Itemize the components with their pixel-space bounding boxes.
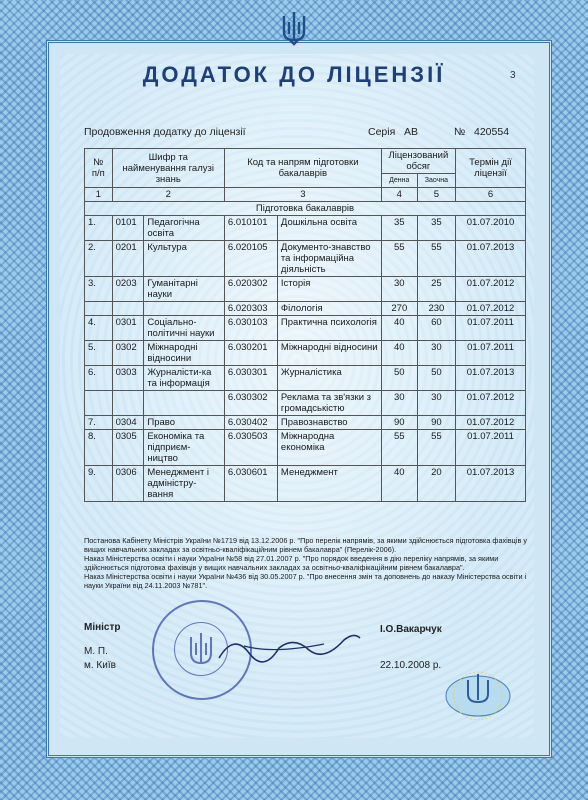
table-row [85,302,526,316]
page-number: 3 [510,70,516,81]
col-header-term: Термін дії ліцензії [455,149,525,188]
table-row [85,466,526,502]
license-term: 01.07.2012 [455,277,525,302]
trident-emblem-icon [278,10,310,50]
direction-code: 6.030301 [224,366,277,391]
note-2: Наказ Міністерства освіти і науки України №58 від 27.01.2007 р. "Про порядок введення в дію переліку напрямів, за якими здійснюється підготовка фахівців у вищих навчальних закладах за освітньо-кваліфікаційним рівнем бакалавра". [84,554,499,572]
volume-part: 20 [417,466,455,502]
field-code: 0303 [112,366,144,391]
col-header-part: Заочна [417,174,455,188]
license-term: 01.07.2010 [455,216,525,241]
field-name: Педагогічна освіта [144,216,225,241]
note-3: Наказ Міністерства освіти і науки України №436 від 30.05.2007 р. "Про внесення змін та доповнень до наказу Міністерства освіти і науки України від 24.11.2003 №781". [84,572,527,590]
table-row [85,391,526,416]
volume-part: 55 [417,241,455,277]
col-header-field: Шифр та найменування галузі знань [112,149,224,188]
license-term: 01.07.2012 [455,391,525,416]
field-name [144,391,225,416]
license-term: 01.07.2011 [455,430,525,466]
table-row [85,316,526,341]
field-code: 0306 [112,466,144,502]
volume-day: 270 [381,302,417,316]
volume-day: 50 [381,366,417,391]
direction-code: 6.010101 [224,216,277,241]
direction-name: Практична психологія [277,316,381,341]
direction-name: Філологія [277,302,381,316]
table-row [85,216,526,241]
volume-day: 40 [381,341,417,366]
license-term: 01.07.2012 [455,302,525,316]
number-label: № [454,126,466,138]
continuation-label: Продовження додатку до ліцензії [84,126,246,138]
table-row [85,366,526,391]
field-code: 0201 [112,241,144,277]
license-term: 01.07.2013 [455,366,525,391]
volume-part: 60 [417,316,455,341]
field-name: Право [144,416,225,430]
direction-name: Документо-знавство та інформаційна діяльність [277,241,381,277]
series-label: Серія [368,126,396,138]
row-number [85,391,113,416]
volume-day: 55 [381,241,417,277]
colnum: 3 [224,188,381,202]
row-number: 4. [85,316,113,341]
handwritten-signature-icon [214,628,364,668]
field-code: 0301 [112,316,144,341]
note-1: Постанова Кабінету Міністрів України №1719 від 13.12.2006 р. "Про перелік напрямів, за якими здійснюється підготовка фахівців у вищих навчальних закладах за освітньо-кваліфікаційним рівнем бакалавра" (Перелік-2006). [84,536,527,554]
table-row [85,277,526,302]
direction-name: Історія [277,277,381,302]
header-row [85,149,526,174]
field-code: 0304 [112,416,144,430]
field-name [144,302,225,316]
row-number: 7. [85,416,113,430]
row-number: 5. [85,341,113,366]
table-row [85,430,526,466]
row-number: 8. [85,430,113,466]
field-name: Культура [144,241,225,277]
license-term: 01.07.2011 [455,316,525,341]
volume-day: 35 [381,216,417,241]
volume-part: 55 [417,430,455,466]
table-row [85,416,526,430]
volume-part: 25 [417,277,455,302]
colnum: 4 [381,188,417,202]
table-row [85,241,526,277]
field-code [112,302,144,316]
minister-name: І.О.Вакарчук [380,624,442,635]
col-header-volume: Ліцензований обсяг [381,149,455,174]
row-number: 6. [85,366,113,391]
row-number: 9. [85,466,113,502]
table-row [85,341,526,366]
volume-day: 40 [381,316,417,341]
license-term: 01.07.2013 [455,466,525,502]
field-code: 0203 [112,277,144,302]
volume-part: 35 [417,216,455,241]
direction-code: 6.030201 [224,341,277,366]
colnum: 1 [85,188,113,202]
number-value: 420554 [474,126,510,138]
field-name: Соціально-політичні науки [144,316,225,341]
direction-code: 6.030503 [224,430,277,466]
volume-part: 90 [417,416,455,430]
security-hologram-icon [438,660,518,720]
direction-code: 6.030103 [224,316,277,341]
row-number: 2. [85,241,113,277]
field-name: Міжнародні відносини [144,341,225,366]
col-header-day: Денна [381,174,417,188]
series-value: АВ [404,126,419,138]
field-code: 0302 [112,341,144,366]
field-name: Гуманітарні науки [144,277,225,302]
volume-part: 50 [417,366,455,391]
signature-date: 22.10.2008 р. [380,660,442,671]
colnum: 2 [112,188,224,202]
field-code: 0101 [112,216,144,241]
row-number: 1. [85,216,113,241]
direction-code: 6.030402 [224,416,277,430]
license-term: 01.07.2011 [455,341,525,366]
minister-label: Міністр [84,622,121,633]
direction-code: 6.020105 [224,241,277,277]
direction-name: Міжнародні відносини [277,341,381,366]
col-header-direction: Код та напрям підготовки бакалаврів [224,149,381,188]
direction-name: Менеджмент [277,466,381,502]
legal-notes [84,536,528,590]
document-title: ДОДАТОК ДО ЛІЦЕНЗІЇ [142,62,446,87]
volume-day: 30 [381,277,417,302]
direction-code: 6.030302 [224,391,277,416]
volume-part: 30 [417,391,455,416]
field-name: Менеджмент і адміністру-вання [144,466,225,502]
section-title: Підготовка бакалаврів [85,202,526,216]
volume-day: 30 [381,391,417,416]
field-code: 0305 [112,430,144,466]
volume-day: 90 [381,416,417,430]
mp-label: М. П. [84,646,108,657]
license-term: 01.07.2012 [455,416,525,430]
volume-part: 230 [417,302,455,316]
field-code [112,391,144,416]
direction-code: 6.020303 [224,302,277,316]
direction-code: 6.020302 [224,277,277,302]
license-table [84,148,526,502]
volume-day: 40 [381,466,417,502]
direction-code: 6.030601 [224,466,277,502]
column-numbers-row [85,188,526,202]
direction-name: Журналістика [277,366,381,391]
field-name: Журналісти-ка та інформація [144,366,225,391]
volume-part: 30 [417,341,455,366]
volume-day: 55 [381,430,417,466]
row-number [85,302,113,316]
colnum: 5 [417,188,455,202]
city-label: м. Київ [84,660,116,671]
license-term: 01.07.2013 [455,241,525,277]
row-number: 3. [85,277,113,302]
direction-name: Правознавство [277,416,381,430]
colnum: 6 [455,188,525,202]
section-row [85,202,526,216]
col-header-num: № п/п [85,149,113,188]
direction-name: Дошкільна освіта [277,216,381,241]
direction-name: Міжнародна економіка [277,430,381,466]
field-name: Економіка та підприєм-ництво [144,430,225,466]
direction-name: Реклама та зв'язки з громадськістю [277,391,381,416]
